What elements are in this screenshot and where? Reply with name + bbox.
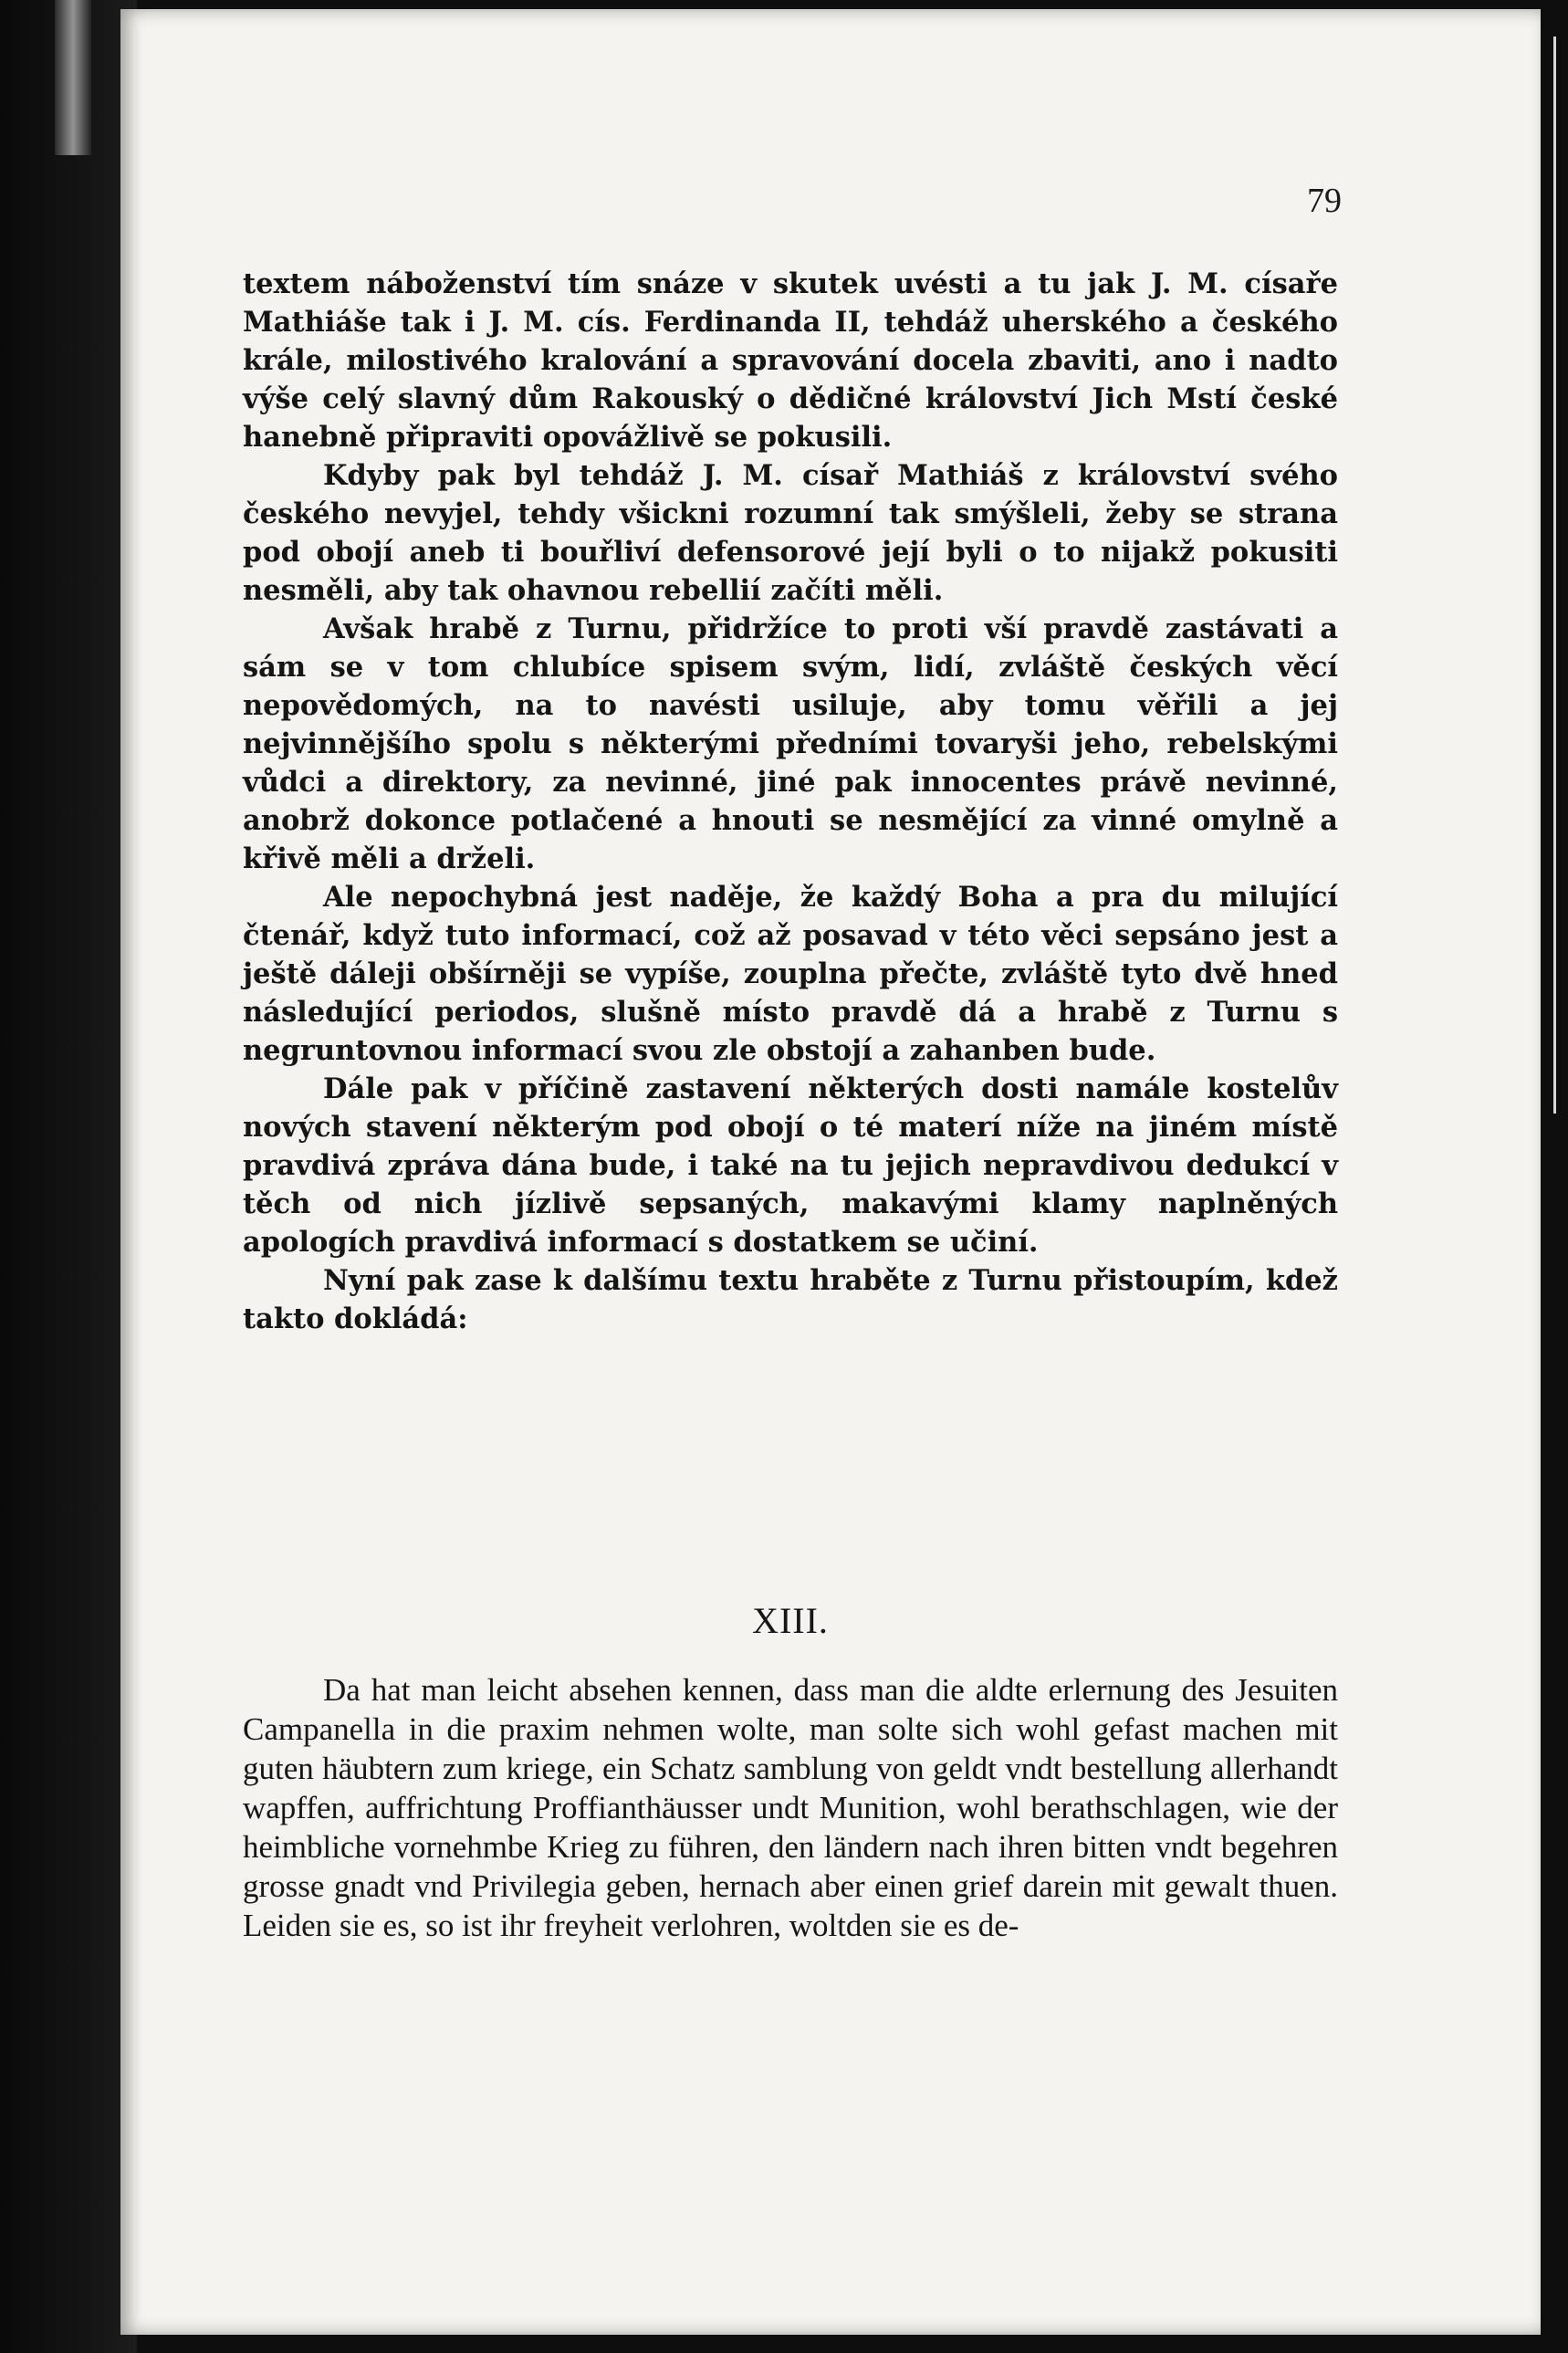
czech-text-body (243, 265, 1338, 1338)
scan-background (0, 0, 137, 2353)
czech-paragraph-5: Dále pak v příčině zastavení některých dosti namále kostelův nových stavení některým pod obojí o té materí níže na jiném místě pravdivá zpráva dána bude, i také na tu jejich nepravdivou dedukcí v těch od nich jízlivě sepsaných, makavými klamy naplněných apologích pravdivá informací s dostatkem se učiní. (243, 1072, 1338, 1259)
czech-paragraph-3: Avšak hrabě z Turnu, přidržíce to proti vší pravdě zastávati a sám se v tom chlubíce spisem svým, lidí, zvláště českých věcí nepovědomých, na to navésti usiluje, aby tomu věřili a jej nejvinnějšího spolu s některými předními tovaryši jeho, rebelskými vůdci a direktory, za nevinné, jiné pak innocentes právě nevinné, anobrž dokonce potlačené a hnouti se nesmějící za vinné omylně a křivě měli a drželi. (243, 612, 1338, 875)
binding-mark (55, 0, 91, 155)
german-paragraph-1: Da hat man leicht absehen kennen, dass man die aldte erlernung des Jesuiten Campanella in die praxim nehmen wolte, man solte sich wohl gefast machen mit guten häubtern zum kriege, ein Schatz samblung von geldt vndt bestellung allerhandt wapffen, auffrichtung Proffianthäusser undt Munition, wohl berathschlagen, wie der heimbliche vornehmbe Krieg zu führen, den ländern nach ihren bitten vndt begehren grosse gnadt vnd Privilegia geben, hernach aber einen grief darein mit gewalt thuen. Leiden sie es, so ist ihr freyheit verlohren, woltden sie es de- (243, 1672, 1338, 1943)
czech-paragraph-4: Ale nepochybná jest naděje, že každý Boha a pra du milující čtenář, když tuto informací, což až posavad v této věci sepsáno jest a ještě dáleji obšírněji se vypíše, zouplna přečte, zvláště tyto dvě hned následující periodos, slušně místo pravdě dá a hrabě z Turnu s negruntovnou informací svou zle obstojí a zahanben bude. (243, 881, 1338, 1067)
page-edge (1553, 37, 1556, 1114)
page-number: 79 (1307, 182, 1342, 220)
czech-paragraph-6: Nyní pak zase k dalšímu textu hraběte z Turnu přistoupím, kdež takto dokládá: (243, 1264, 1338, 1335)
german-text-body (243, 1670, 1338, 1945)
czech-paragraph-2: Kdyby pak byl tehdáž J. M. císař Mathiáš z království svého českého nevyjel, tehdy všickni rozumní tak smýšleli, žeby se strana pod obojí aneb ti bouřliví defensorové její byli o to nijakž pokusiti nesměli, aby tak ohavnou rebellií začíti měli. (243, 459, 1338, 607)
czech-paragraph-1: textem náboženství tím snáze v skutek uvésti a tu jak J. M. císaře Mathiáše tak i J. M. cís. Ferdinanda II, tehdáž uherského a českého krále, milostivého kralování a spravování docela zbaviti, ano i nadto výše celý slavný dům Rakouský o dědičné království Jich Mstí české hanebně připraviti opovážlivě se pokusili. (243, 267, 1338, 454)
section-heading: XIII. (752, 1600, 829, 1641)
